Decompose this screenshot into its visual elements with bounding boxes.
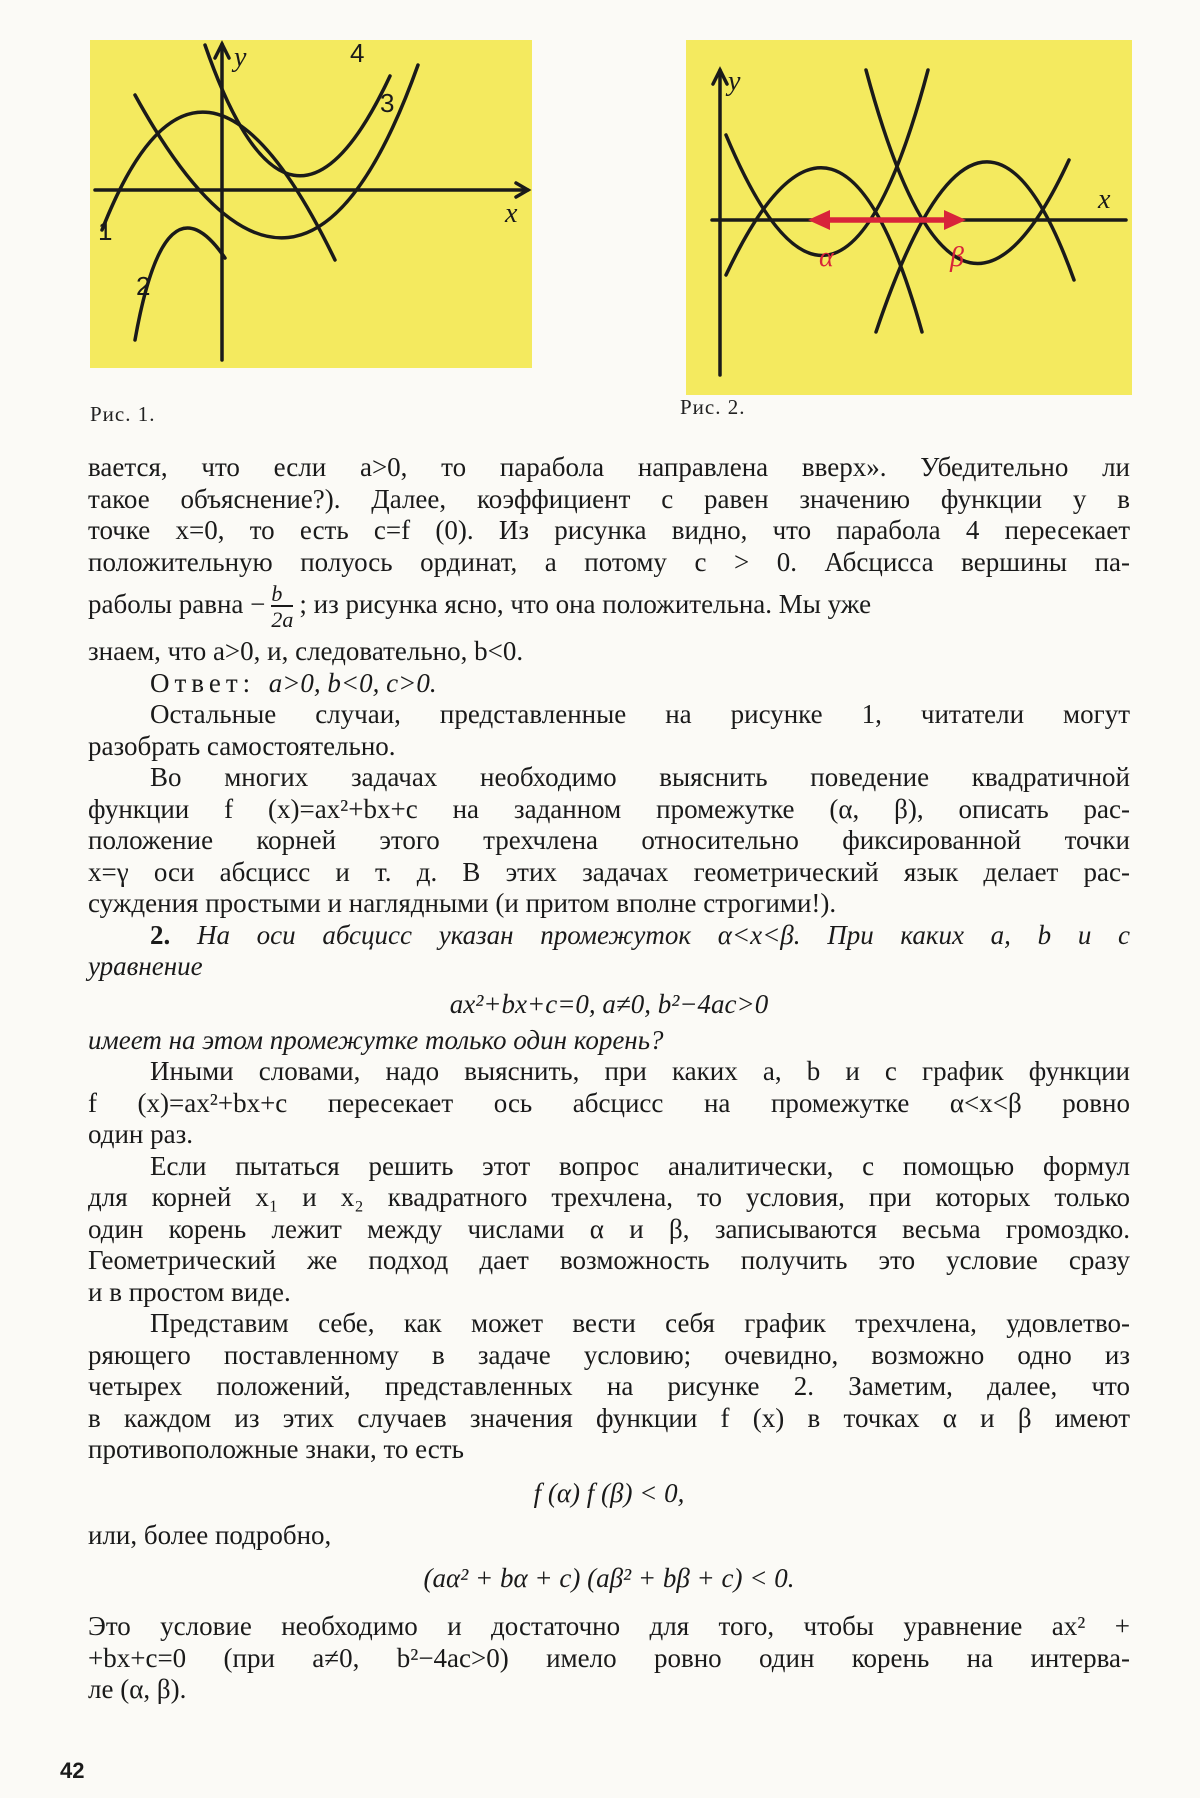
- text-line: Если пытаться решить этот вопрос аналитически, с помощью формул: [150, 1150, 1130, 1181]
- y-axis-label: y: [728, 66, 741, 97]
- text-line: ле (α, β).: [88, 1674, 187, 1704]
- text-line: x=γ оси абсцисс и т. д. В этих задачах геометрический язык делает рас-: [88, 856, 1130, 887]
- y-axis-label: y: [234, 42, 247, 73]
- text-line: ряющего поставленному в задаче условию; очевидно, возможно одно из: [88, 1339, 1130, 1370]
- page-number: 42: [60, 1758, 85, 1783]
- figure-1-graph: [90, 40, 532, 368]
- curve-label-2: 2: [136, 271, 151, 301]
- text-line: четырех положений, представленных на рисунке 2. Заметим, далее, что: [88, 1371, 1130, 1401]
- text-line: Представим себе, как может вести себя график трехчлена, удовлетво-: [150, 1308, 1130, 1338]
- text-line: суждения простыми и наглядными (и притом вполне строгими!).: [88, 888, 837, 918]
- text-line: положение корней этого трехчлена относительно фиксированной точки: [88, 825, 1130, 855]
- text-line: положительную полуось ординат, а потому c > 0. Абсцисса вершины па-: [88, 546, 1130, 577]
- problem-line-2: уравнение: [88, 951, 203, 981]
- problem-number: 2.: [150, 919, 171, 950]
- answer-line: [88, 668, 1130, 700]
- fraction-denominator: 2a: [271, 606, 294, 632]
- text-line: или, более подробно,: [88, 1519, 332, 1550]
- problem-text: На оси абсцисс указан промежуток α<x<β. При каких a, b и c: [196, 919, 1130, 950]
- text-line: +bx+c=0 (при a≠0, b²−4ac>0) имело ровно один корень на интерва-: [88, 1642, 1130, 1673]
- problem-line: [88, 920, 1130, 952]
- figure-1: [90, 40, 532, 368]
- vertex-after: ; из рисунка ясно, что она положительна. Мы уже: [299, 589, 872, 619]
- text-line: такое объяснение?). Далее, коэффициент c равен значению функции y в: [88, 483, 1130, 514]
- text-line: Остальные случаи, представленные на рисунке 1, читатели могут: [150, 699, 1130, 729]
- curve-label-3: 3: [380, 88, 395, 118]
- text-line: Иными словами, надо выяснить, при каких a, b и c график функции: [150, 1056, 1130, 1086]
- curve-label-1: 1: [98, 216, 113, 246]
- alpha-label: α: [819, 242, 834, 273]
- text-line: функции f (x)=ax²+bx+c на заданном промежутке (α, β), описать рас-: [88, 793, 1130, 824]
- x-axis-label: x: [505, 198, 518, 229]
- interval-arrow-right-head: [944, 210, 966, 230]
- figure-2-graph: [686, 40, 1132, 395]
- text-line: знаем, что a>0, и, следовательно, b<0.: [88, 636, 524, 666]
- text-line: вается, что если a>0, то парабола направлена вверх». Убедительно ли: [88, 452, 1130, 482]
- text-line: для корней x₁ и x₂ квадратного трехчлена, то условия, при которых только: [88, 1182, 1130, 1212]
- body-text: [88, 452, 1130, 1706]
- fraction-numerator: b: [271, 580, 283, 606]
- figure-1-caption: Рис. 1.: [90, 402, 156, 426]
- problem-line-3: имеет на этом промежутке только один корень?: [88, 1024, 664, 1055]
- text-line: f (x)=ax²+bx+c пересекает ось абсцисс на промежутке α<x<β ровно: [88, 1087, 1130, 1118]
- text-line: и в простом виде.: [88, 1276, 291, 1307]
- text-line: разобрать самостоятельно.: [88, 730, 396, 761]
- formula-1: f (α) f (β) < 0,: [533, 1477, 685, 1508]
- parabola-1: [102, 112, 335, 260]
- problem-equation: ax²+bx+c=0, a≠0, b²−4ac>0: [449, 988, 769, 1019]
- beta-label: β: [950, 242, 964, 273]
- text-line: Геометрический же подход дает возможность получить это условие сразу: [88, 1245, 1130, 1275]
- formula-2: (aα² + bα + c) (aβ² + bβ + c) < 0.: [423, 1563, 795, 1593]
- vertex-fraction: [271, 580, 294, 632]
- text-line: Это условие необходимо и достаточно для того, чтобы уравнение ax² +: [88, 1611, 1130, 1641]
- curve-label-4: 4: [350, 40, 365, 68]
- text-line: в каждом из этих случаев значения функции f (x) в точках α и β имеют: [88, 1402, 1130, 1433]
- text-line: один корень лежит между числами α и β, записываются весьма громоздко.: [88, 1213, 1130, 1244]
- interval-arrow-left-head: [808, 210, 830, 230]
- text-line: противоположные знаки, то есть: [88, 1434, 464, 1464]
- answer-label: Ответ:: [150, 667, 256, 698]
- vertex-before: раболы равна −: [88, 589, 266, 619]
- text-line: Во многих задачах необходимо выяснить поведение квадратичной: [150, 762, 1130, 792]
- x-axis-label: x: [1098, 184, 1111, 215]
- answer-value: a>0, b<0, c>0.: [268, 667, 437, 698]
- figure-2-caption: Рис. 2.: [680, 395, 746, 419]
- text-line: точке x=0, то есть c=f (0). Из рисунка видно, что парабола 4 пересекает: [88, 515, 1130, 545]
- figure-2: [686, 40, 1132, 395]
- parabola-3: [135, 65, 418, 238]
- text-line: один раз.: [88, 1119, 194, 1149]
- vertex-line: [88, 578, 1130, 630]
